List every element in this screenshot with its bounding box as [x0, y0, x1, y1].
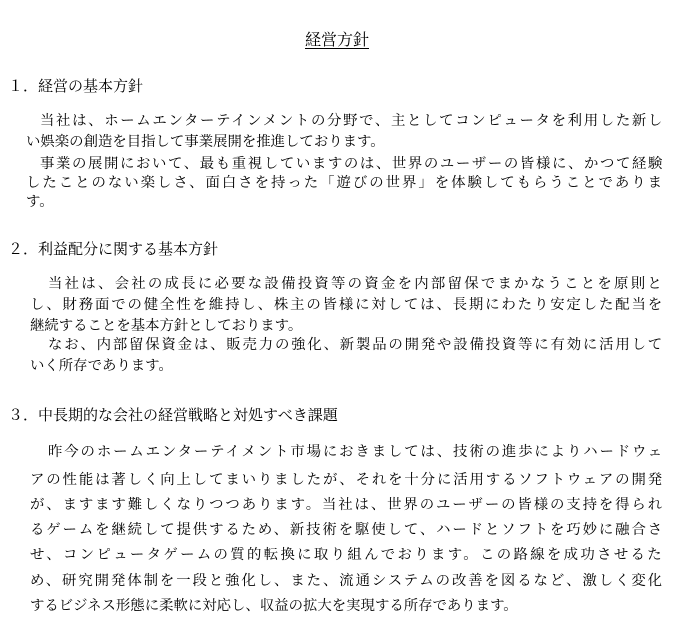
- section-1-line-2: い娯楽の創造を目指して事業展開を推進しております。: [26, 134, 385, 150]
- section-1-line-1: 当社は、ホームエンターテインメントの分野で、主としてコンピュータを利用した新し: [40, 113, 664, 129]
- section-3-line-3: が、ますます難しくなりつつあります。当社は、世界のユーザーの皆様の支持を得られ: [30, 497, 664, 513]
- section-3-line-4: るゲームを継続して提供するため、新技術を駆使して、ハードとソフトを巧妙に融合さ: [30, 522, 664, 538]
- document-title: 経営方針: [304, 30, 369, 49]
- section-2-heading: ２．利益配分に関する基本方針: [8, 240, 219, 258]
- section-2-line-5: いく所存であります。: [30, 358, 173, 374]
- section-1-line-3: 事業の展開において、最も重視していますのは、世界のユーザーの皆様に、かつて経験: [40, 156, 664, 172]
- section-3-line-7: するビジネス形態に柔軟に対応し、収益の拡大を実現する所存であります。: [30, 598, 518, 614]
- section-3-line-2: アの性能は著しく向上してまいりましたが、それを十分に活用するソフトウェアの開発: [30, 472, 664, 488]
- section-1-line-4: したことのない楽しさ、面白さを持った「遊びの世界」を体験してもらうことでありま: [26, 175, 664, 191]
- section-3-line-5: せ、コンピュータゲームの質的転換に取り組んでおります。この路線を成功させるた: [30, 547, 664, 563]
- section-2-line-3: 継続することを基本方針としております。: [30, 318, 303, 334]
- section-3-line-6: め、研究開発体制を一段と強化し、また、流通システムの改善を図るなど、激しく変化: [30, 573, 664, 589]
- section-2-line-2: し、財務面での健全性を維持し、株主の皆様に対しては、長期にわたり安定した配当を: [30, 297, 664, 313]
- section-2-line-1: 当社は、会社の成長に必要な設備投資等の資金を内部留保でまかなうことを原則と: [48, 276, 664, 292]
- section-2-line-4: なお、内部留保資金は、販売力の強化、新製品の開発や設備投資等に有効に活用して: [48, 337, 664, 353]
- section-1-heading: １．経営の基本方針: [8, 77, 144, 95]
- section-1-line-5: す。: [26, 194, 54, 210]
- section-3-heading: ３．中長期的な会社の経営戦略と対処すべき課題: [8, 406, 338, 424]
- section-3-line-1: 昨今のホームエンターテイメント市場におきましては、技術の進歩によりハードウェ: [48, 444, 664, 460]
